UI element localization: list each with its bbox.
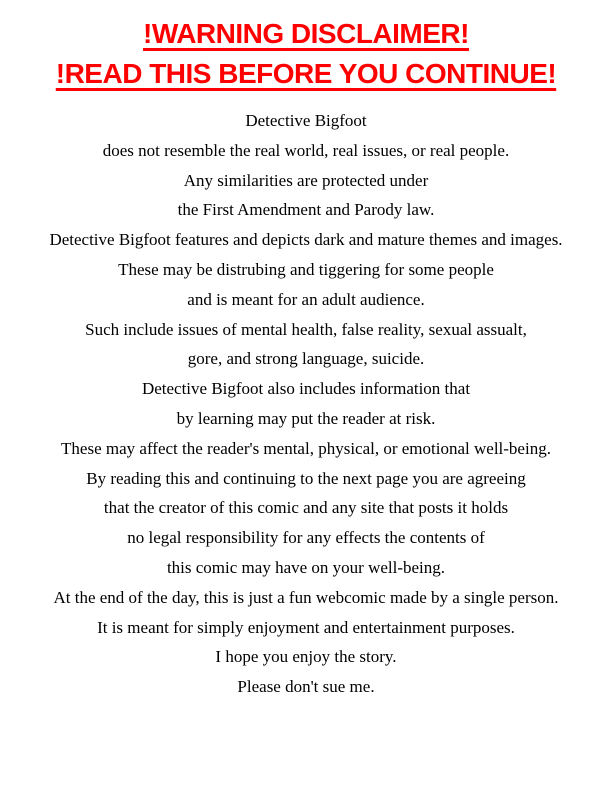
disclaimer-line-9: gore, and strong language, suicide. <box>187 349 425 369</box>
disclaimer-line-17: At the end of the day, this is just a fun webcomic made by a single person. <box>53 587 559 607</box>
disclaimer-line-8: Such include issues of mental health, false reality, sexual assualt, <box>85 319 527 339</box>
disclaimer-line-10: Detective Bigfoot also includes information that <box>141 379 471 399</box>
disclaimer-line-16: this comic may have on your well-being. <box>166 557 446 577</box>
warning-title-line-1: !WARNING DISCLAIMER! <box>143 18 469 49</box>
disclaimer-line-7: and is meant for an adult audience. <box>187 289 425 309</box>
disclaimer-line-14: that the creator of this comic and any site that posts it holds <box>103 498 509 518</box>
warning-title-line-2: !READ THIS BEFORE YOU CONTINUE! <box>55 58 557 89</box>
disclaimer-body <box>0 106 612 702</box>
disclaimer-line-1: Detective Bigfoot <box>245 111 367 130</box>
disclaimer-line-19: I hope you enjoy the story. <box>215 647 397 667</box>
disclaimer-line-18: It is meant for simply enjoyment and entertainment purposes. <box>97 617 515 637</box>
disclaimer-line-5: Detective Bigfoot features and depicts dark and mature themes and images. <box>49 230 563 250</box>
disclaimer-line-4: the First Amendment and Parody law. <box>177 200 435 220</box>
disclaimer-line-3: Any similarities are protected under <box>183 170 429 190</box>
disclaimer-line-2: does not resemble the real world, real issues, or real people. <box>102 140 510 160</box>
disclaimer-line-12: These may affect the reader's mental, physical, or emotional well-being. <box>61 438 551 458</box>
warning-title <box>0 0 612 94</box>
disclaimer-line-11: by learning may put the reader at risk. <box>176 408 436 428</box>
disclaimer-line-15: no legal responsibility for any effects the contents of <box>127 528 485 548</box>
disclaimer-line-13: By reading this and continuing to the next page you are agreeing <box>86 468 526 488</box>
disclaimer-line-6: These may be distrubing and tiggering for some people <box>118 259 494 279</box>
disclaimer-line-20: Please don't sue me. <box>237 677 375 697</box>
